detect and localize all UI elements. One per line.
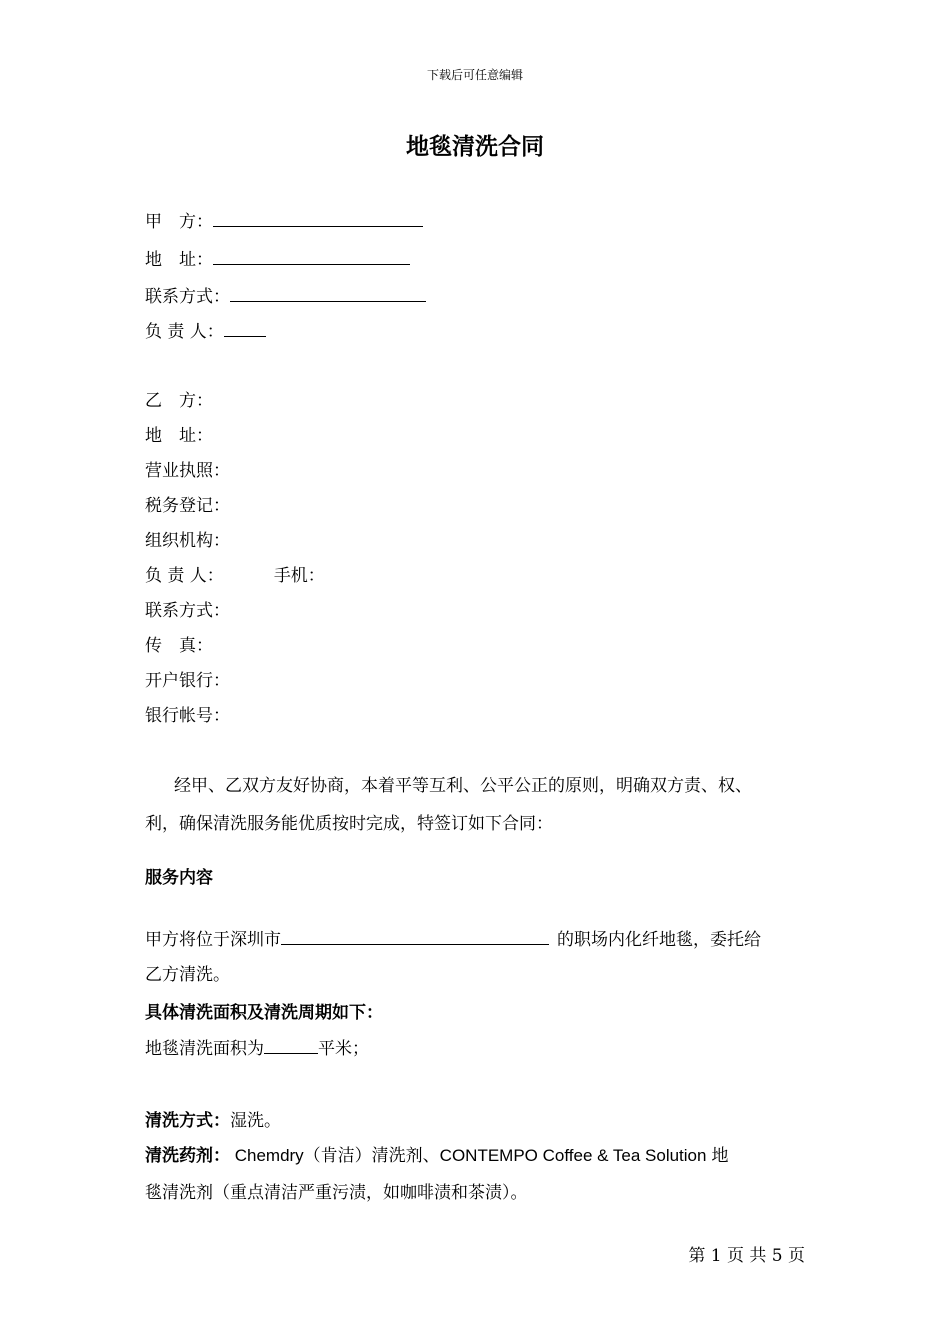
party-b-address-label: 地 址： xyxy=(145,426,213,446)
party-b-fax-label: 传 真： xyxy=(145,636,213,656)
document-title: 地毯清洗合同 xyxy=(406,134,544,160)
intro-line-1: 经甲、乙双方友好协商，本着平等互利、公平公正的原则，明确双方责、权、 xyxy=(174,776,752,796)
area-suffix: 平米； xyxy=(318,1039,369,1059)
party-b-person-label: 负 责 人： xyxy=(145,566,224,586)
agent-line-2: 毯清洗剂（重点清洁严重污渍，如咖啡渍和茶渍）。 xyxy=(145,1183,528,1203)
party-b-org-label: 组织机构： xyxy=(145,531,230,551)
area-heading: 具体清洗面积及清洗周期如下： xyxy=(145,1003,383,1023)
party-a-person-row xyxy=(145,318,266,344)
party-b-account-label: 银行帐号： xyxy=(145,706,230,726)
area-prefix: 地毯清洗面积为 xyxy=(145,1039,264,1059)
service-location-suffix: 的职场内化纤地毯，委托给 xyxy=(557,930,761,950)
agent-row xyxy=(145,1144,728,1168)
party-b-name-label: 乙 方： xyxy=(145,391,213,411)
party-b-tax-label: 税务登记： xyxy=(145,496,230,516)
party-a-contact-blank xyxy=(230,283,426,302)
method-value: 湿洗。 xyxy=(230,1111,281,1131)
party-a-address-blank xyxy=(213,246,410,265)
service-heading: 服务内容 xyxy=(145,868,213,888)
party-a-name-blank xyxy=(213,208,423,227)
agent-label: 清洗药剂： xyxy=(145,1146,230,1166)
party-a-person-label: 负 责 人： xyxy=(145,322,224,342)
service-location-row xyxy=(145,926,761,952)
party-b-license-label: 营业执照： xyxy=(145,461,230,481)
method-label: 清洗方式： xyxy=(145,1111,230,1131)
area-blank xyxy=(264,1035,318,1054)
party-a-address-label: 地 址： xyxy=(145,250,213,270)
party-a-person-blank xyxy=(224,318,266,337)
party-a-contact-label: 联系方式： xyxy=(145,287,230,307)
party-b-bank-label: 开户银行： xyxy=(145,671,230,691)
method-row xyxy=(145,1109,281,1133)
party-a-contact-row xyxy=(145,283,426,309)
agent-value: Chemdry（肯洁）清洗剂、CONTEMPO Coffee & Tea Solution xyxy=(230,1146,707,1165)
page-footer: 第 1 页 共 5 页 xyxy=(688,1246,805,1266)
area-row xyxy=(145,1035,369,1061)
party-a-address-row xyxy=(145,246,410,272)
party-b-contact-label: 联系方式： xyxy=(145,601,230,621)
service-location-blank xyxy=(281,926,549,945)
service-location-line-2: 乙方清洗。 xyxy=(145,965,230,985)
party-a-name-label: 甲 方： xyxy=(145,212,213,232)
party-a-name-row xyxy=(145,208,423,234)
intro-line-2: 利，确保清洗服务能优质按时完成，特签订如下合同： xyxy=(145,814,553,834)
party-b-person-row xyxy=(145,564,325,588)
header-note: 下载后可任意编辑 xyxy=(426,68,523,82)
party-b-mobile-label: 手机： xyxy=(273,566,325,586)
service-location-prefix: 甲方将位于深圳市 xyxy=(145,930,281,950)
agent-tail: 地 xyxy=(711,1146,729,1166)
